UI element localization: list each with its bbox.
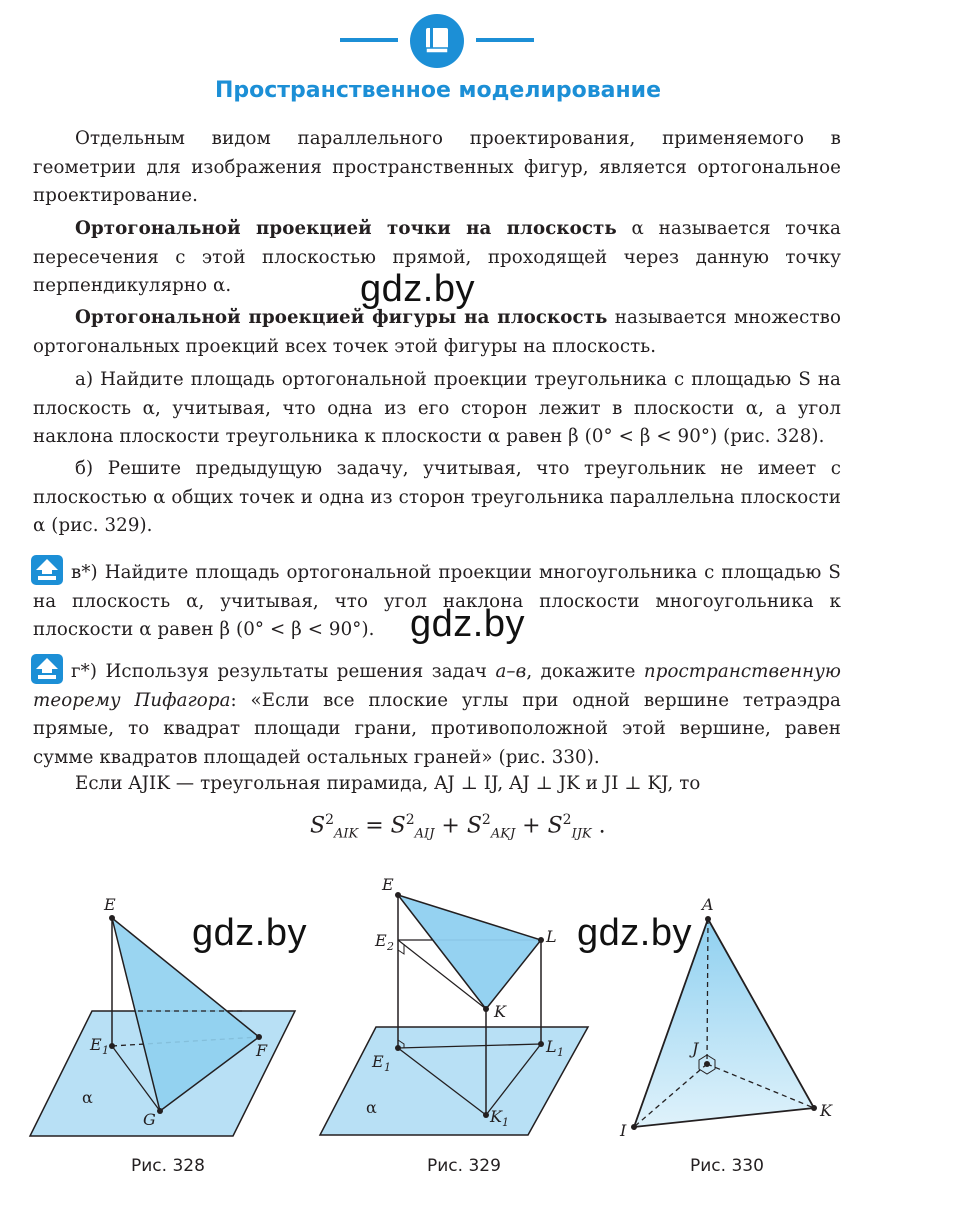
watermark-2: gdz.by xyxy=(410,603,525,645)
caption-328: Рис. 328 xyxy=(131,1156,205,1176)
label-e: E xyxy=(382,875,394,894)
pythagorean-formula xyxy=(310,812,606,842)
label-k: K xyxy=(494,1002,506,1021)
label-j: J xyxy=(692,1039,699,1058)
triangle-elk xyxy=(398,895,541,1009)
figure-329 xyxy=(320,870,600,1150)
caption-329: Рис. 329 xyxy=(427,1156,501,1176)
task-a-text: а) Найдите площадь ортогональной проекции треугольника с площадью S на плоскость α, учитывая, что одна из его сторон лежит в плоскости α, а угол наклона плоскости треугольника к плоскости α равен β (0° < β < 90°) (рис. 328). xyxy=(33,369,841,447)
label-alpha: α xyxy=(366,1098,377,1117)
formula-sq: 2 xyxy=(562,812,572,828)
label-e1: E xyxy=(90,1035,102,1054)
task-g-mid: , докажите xyxy=(526,661,644,682)
label-l1: L xyxy=(546,1037,557,1056)
watermark-4: gdz.by xyxy=(577,912,692,954)
paragraph-intro xyxy=(33,125,841,211)
formula-sub: IJK xyxy=(571,826,592,842)
definition-figure-text: называется множество ортогональных проекций всех точек этой фигуры на плоскость. xyxy=(33,307,841,357)
task-b xyxy=(33,455,841,541)
label-i: I xyxy=(620,1121,627,1140)
label-g: G xyxy=(143,1110,156,1129)
formula-end: . xyxy=(591,813,606,839)
task-g-theorem: пространственную теорему Пифагора xyxy=(33,661,841,711)
formula-plus: + xyxy=(515,813,548,839)
header-line-left xyxy=(340,38,398,42)
formula-s: S xyxy=(310,813,326,839)
formula-s: S xyxy=(466,813,482,839)
formula-s: S xyxy=(547,813,563,839)
label-e2-index: 2 xyxy=(387,940,394,953)
formula-sub: AKJ xyxy=(490,826,516,842)
star-task-icon xyxy=(31,555,63,585)
formula-eq: = xyxy=(358,813,391,839)
label-k1: K xyxy=(490,1107,502,1126)
formula-sq: 2 xyxy=(481,812,491,828)
label-e: E xyxy=(104,895,116,914)
paragraph-pyramid-text: Если AJIK — треугольная пирамида, AJ ⊥ IJ, AJ ⊥ JK и JI ⊥ KJ, то xyxy=(75,773,701,794)
task-g-start: г*) Используя результаты решения задач xyxy=(71,661,496,682)
book-icon xyxy=(410,14,464,68)
label-e1-index: 1 xyxy=(384,1061,391,1074)
formula-plus: + xyxy=(434,813,467,839)
page-title: Пространственное моделирование xyxy=(214,78,662,103)
star-task-icon xyxy=(31,654,63,684)
label-k1-index: 1 xyxy=(502,1116,509,1129)
label-e1-index: 1 xyxy=(102,1044,109,1057)
paragraph-intro-text: Отдельным видом параллельного проектирования, применяемого в геометрии для изображения пространственных фигур, является ортогональное проектирование. xyxy=(33,128,841,206)
label-l1-index: 1 xyxy=(557,1046,564,1059)
definition-point-term: Ортогональной проекцией точки на плоскость xyxy=(75,218,617,239)
task-b-text: б) Решите предыдущую задачу, учитывая, что треугольник не имеет с плоскостью α общих точек и одна из сторон треугольника параллельна плоскости α (рис. 329). xyxy=(33,458,841,536)
task-g-end: : «Если все плоские углы при одной вершине тетраэдра прямые, то квадрат площади грани, противоположной этой вершине, равен сумме квадратов площадей остальных граней» (рис. 330). xyxy=(33,689,842,768)
formula-s: S xyxy=(390,813,406,839)
header-line-right xyxy=(476,38,534,42)
formula-sq: 2 xyxy=(325,812,334,828)
definition-point-text: α называется точка пересечения с этой плоскостью прямой, проходящей через данную точку перпендикулярно α. xyxy=(33,218,841,296)
task-a xyxy=(33,366,841,452)
label-f: F xyxy=(256,1041,268,1060)
task-v-text: в*) Найдите площадь ортогональной проекции многоугольника с площадью S на плоскость α, учитывая, что угол наклона плоскости многоугольника к плоскости α равен β (0° < β < 90°). xyxy=(33,562,841,640)
task-g-ref: а–в xyxy=(495,661,527,682)
paragraph-figure-projection xyxy=(33,304,841,361)
caption-330: Рис. 330 xyxy=(690,1156,764,1176)
definition-figure-term: Ортогональной проекцией фигуры на плоскость xyxy=(75,307,608,328)
task-g xyxy=(33,654,841,772)
watermark-3: gdz.by xyxy=(192,912,307,954)
formula-sub: AIJ xyxy=(414,826,435,842)
label-e2: E xyxy=(375,931,387,950)
formula-sq: 2 xyxy=(405,812,415,828)
watermark-1: gdz.by xyxy=(360,268,475,310)
label-e1: E xyxy=(372,1052,384,1071)
label-l: L xyxy=(546,927,557,946)
label-k: K xyxy=(820,1101,832,1120)
label-a: A xyxy=(702,895,714,914)
paragraph-pyramid xyxy=(33,770,841,799)
label-alpha: α xyxy=(82,1088,93,1107)
formula-sub: AIK xyxy=(334,826,359,842)
